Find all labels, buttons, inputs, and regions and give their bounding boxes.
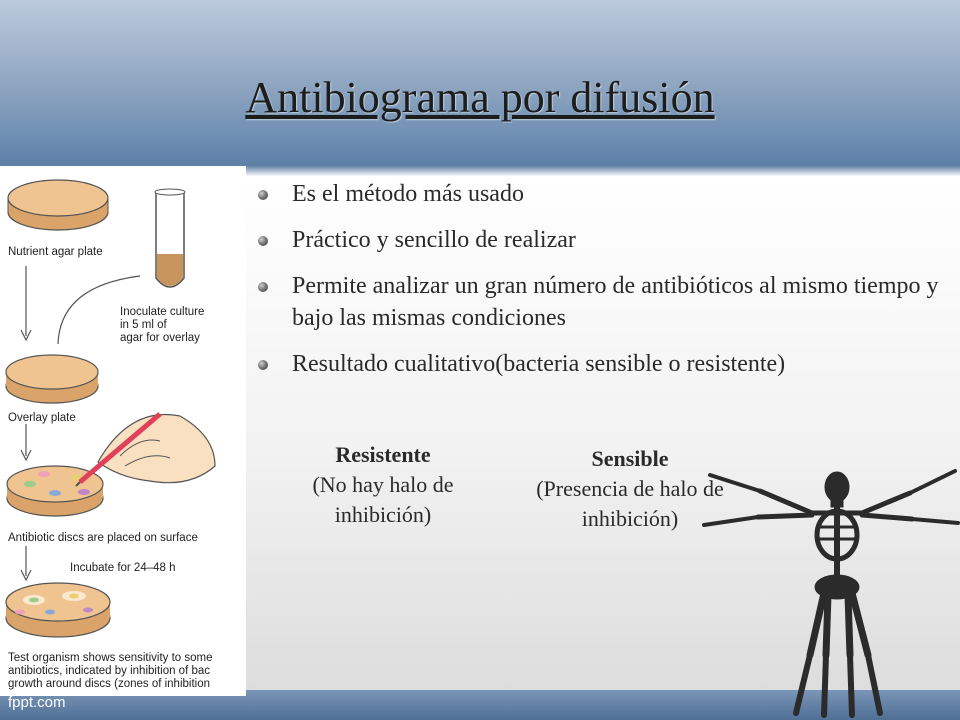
- bullet-text: Práctico y sencillo de realizar: [292, 227, 576, 253]
- bullet-text: Es el método más usado: [292, 181, 524, 207]
- bullet-icon: [258, 236, 268, 246]
- culture-tube: [155, 189, 185, 287]
- bullet-icon: [258, 360, 268, 370]
- label-incubate: Incubate for 24–48 h: [70, 562, 176, 574]
- fppt-watermark: fppt.com: [8, 694, 66, 711]
- bullet-item: [258, 348, 948, 380]
- bullet-item: [258, 270, 948, 334]
- bullet-item: [258, 224, 948, 256]
- bullet-list: [258, 178, 948, 394]
- resistente-caption: [285, 440, 481, 530]
- procedure-figure: [0, 166, 246, 696]
- resistente-heading: Resistente: [335, 442, 431, 467]
- bullet-text: Resultado cualitativo(bacteria sensible o resistente): [292, 351, 786, 377]
- bullet-item: [258, 178, 948, 210]
- overlay-plate: [6, 355, 98, 403]
- bullet-text: Permite analizar un gran número de antibióticos al mismo tiempo y bajo las mismas condiciones: [292, 273, 939, 331]
- incubated-plate: [6, 583, 110, 637]
- label-discs: Antibiotic discs are placed on surface: [8, 532, 198, 544]
- label-test-organism: Test organism shows sensitivity to some antibiotics, indicated by inhibition of bac growth around discs (zones of inhibition: [8, 652, 213, 690]
- label-inoculate: Inoculate culture in 5 ml of agar for overlay: [120, 306, 205, 344]
- sensible-heading: Sensible: [591, 446, 669, 471]
- label-nutrient-agar: Nutrient agar plate: [8, 246, 103, 258]
- label-overlay: Overlay plate: [8, 412, 76, 424]
- sensible-text: (Presencia de halo de inhibición): [536, 476, 724, 531]
- bullet-icon: [258, 282, 268, 292]
- slide-title: Antibiograma por difusión: [245, 73, 715, 122]
- bullet-icon: [258, 190, 268, 200]
- resistente-text: (No hay halo de inhibición): [312, 472, 454, 527]
- nutrient-agar-plate: [8, 180, 108, 230]
- skeleton-illustration: [700, 455, 960, 720]
